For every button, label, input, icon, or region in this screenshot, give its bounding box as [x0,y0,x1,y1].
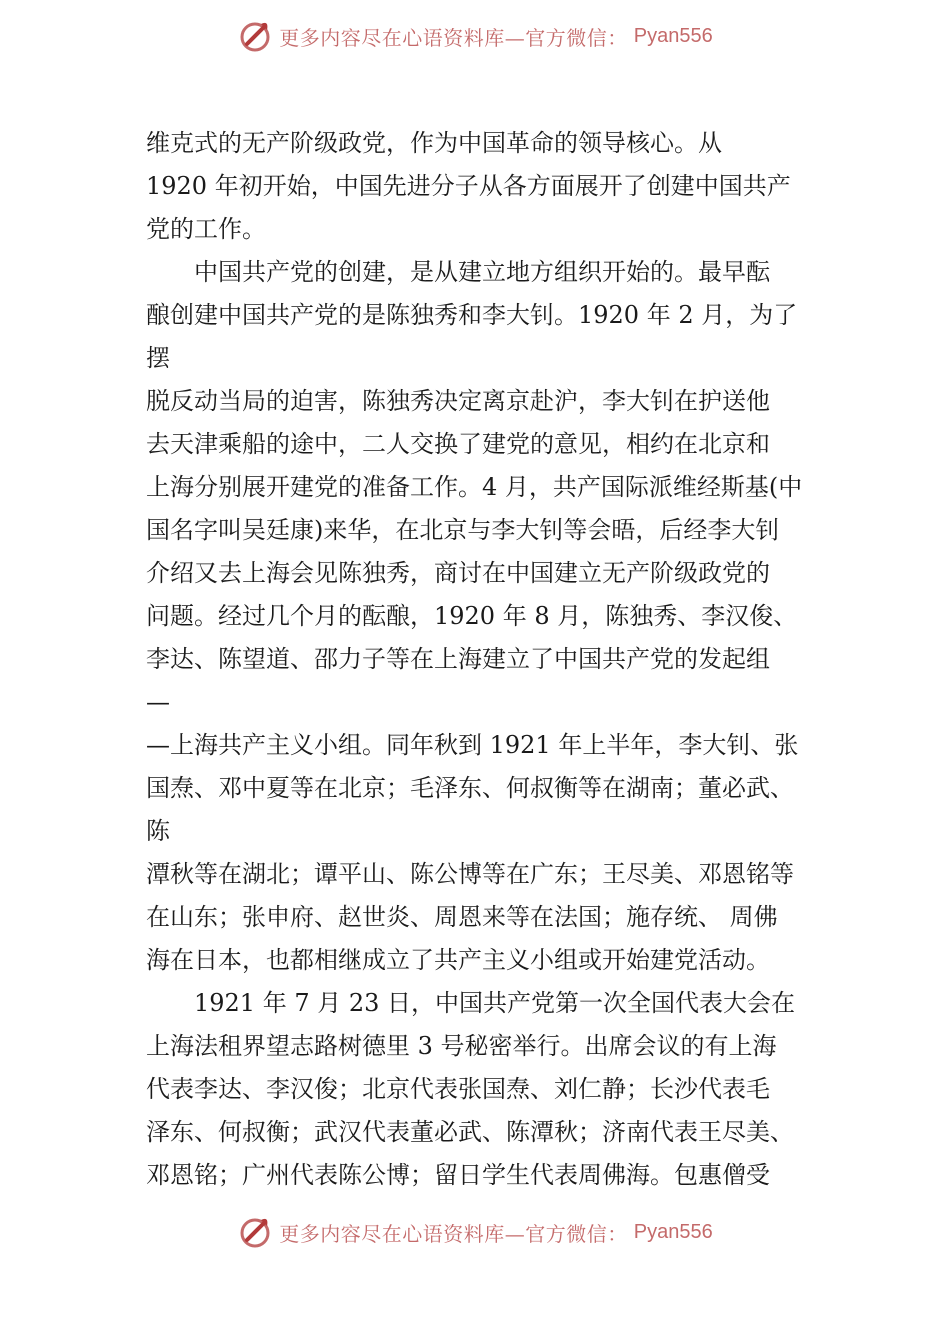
header-watermark [0,14,950,58]
text-line: 在山东；张申府、赵世炎、周恩来等在法国；施存统、 周佛 [146,903,778,931]
text-line: 上海分别展开建党的准备工作。4 月，共产国际派维经斯基(中 [146,473,803,501]
text-line: —上海共产主义小组。同年秋到 1921 年上半年，李大钊、张 [146,731,799,759]
text-line: 去天津乘船的途中，二人交换了建党的意见，相约在北京和 [146,430,770,458]
watermark-wechat-id: Pyan556 [633,1220,713,1243]
text-line: 1920 年初开始，中国先进分子从各方面展开了创建中国共产 [146,172,791,200]
text-line: 泽东、何叔衡；武汉代表董必武、陈潭秋；济南代表王尽美、 [146,1118,794,1146]
watermark-wechat-id: Pyan556 [633,24,713,47]
watermark-text: 更多内容尽在心语资料库—官方微信： [279,1221,628,1246]
text-line: 李达、陈望道、邵力子等在上海建立了中国共产党的发起组 [146,645,770,673]
text-line: 邓恩铭；广州代表陈公博；留日学生代表周佛海。包惠僧受 [146,1161,770,1189]
text-line: 中国共产党的创建，是从建立地方组织开始的。最早酝 [146,258,770,286]
watermark-text: 更多内容尽在心语资料库—官方微信： [279,25,628,50]
text-line: 酿创建中国共产党的是陈独秀和李大钊。1920 年 2 月，为了摆 [146,301,798,372]
text-line: 代表李达、李汉俊；北京代表张国焘、刘仁静；长沙代表毛 [146,1075,770,1103]
text-line: 海在日本，也都相继成立了共产主义小组或开始建党活动。 [146,946,770,974]
text-line: — [146,688,170,716]
text-line: 潭秋等在湖北；谭平山、陈公博等在广东；王尽美、邓恩铭等 [146,860,794,888]
text-line: 国焘、邓中夏等在北京；毛泽东、何叔衡等在湖南；董必武、陈 [146,774,794,845]
text-line: 上海法租界望志路树德里 3 号秘密举行。出席会议的有上海 [146,1032,777,1060]
brush-logo-icon [237,1214,273,1250]
text-line: 维克式的无产阶级政党，作为中国革命的领导核心。从 [146,129,722,157]
text-line: 脱反动当局的迫害，陈独秀决定离京赴沪，李大钊在护送他 [146,387,770,415]
text-line: 问题。经过几个月的酝酿，1920 年 8 月，陈独秀、李汉俊、 [146,602,798,630]
brush-logo-icon [237,18,273,54]
text-line: 介绍又去上海会见陈独秀，商讨在中国建立无产阶级政党的 [146,559,770,587]
text-line: 1921 年 7 月 23 日，中国共产党第一次全国代表大会在 [146,989,796,1017]
text-line: 党的工作。 [146,215,266,243]
document-body [146,122,814,1197]
text-line: 国名字叫吴廷康)来华，在北京与李大钊等会晤，后经李大钊 [146,516,780,544]
footer-watermark [0,1210,950,1254]
